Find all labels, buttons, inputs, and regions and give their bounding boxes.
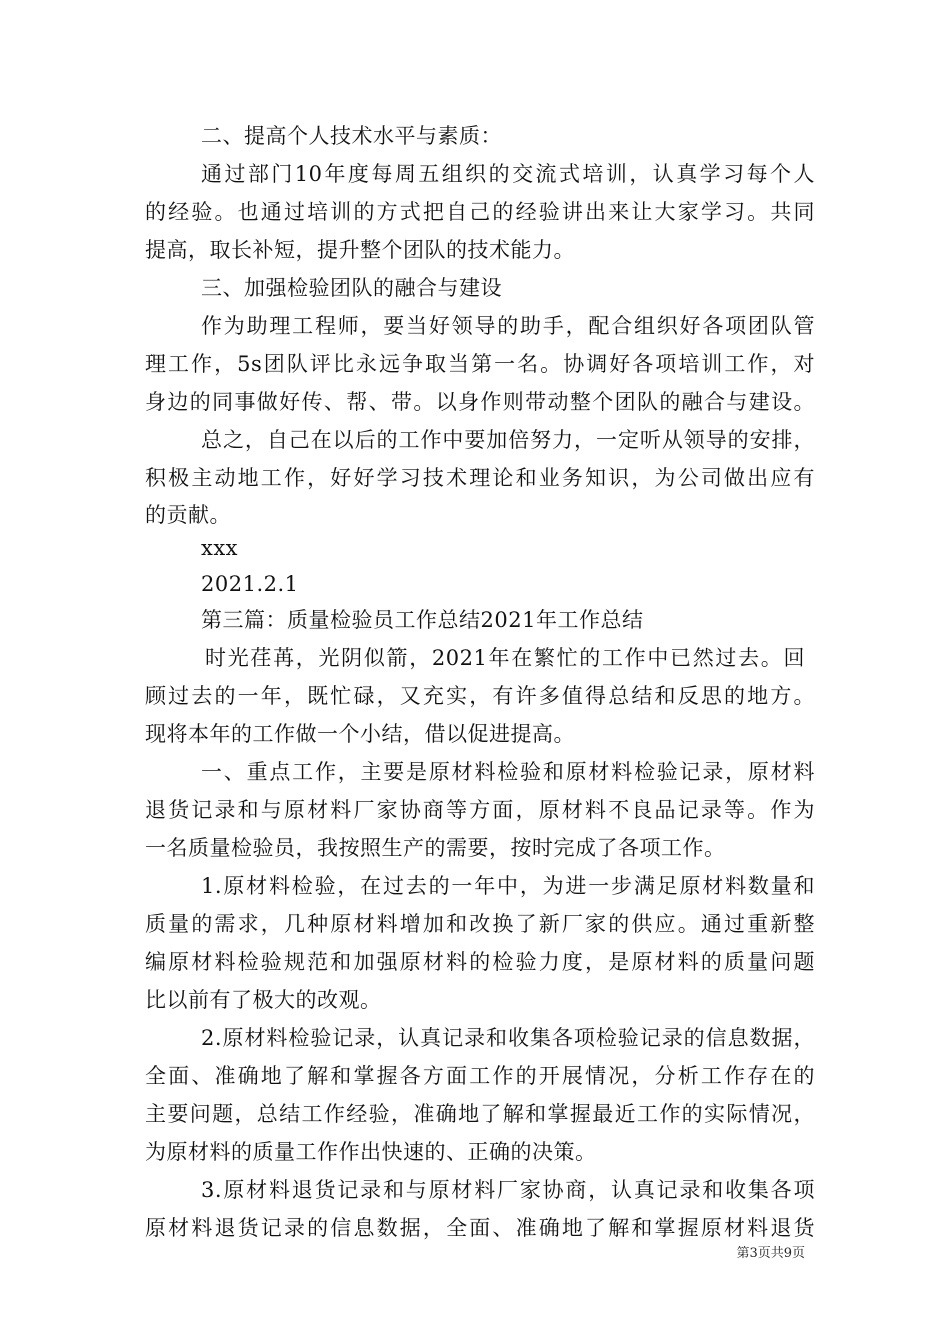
paragraph-line: 全面、准确地了解和掌握各方面工作的开展情况，分析工作存在的 (145, 1064, 815, 1088)
section-title: 第三篇：质量检验员工作总结2021年工作总结 (201, 608, 644, 632)
paragraph-line: 作为助理工程师，要当好领导的助手，配合组织好各项团队管 (201, 314, 815, 338)
paragraph-line: 3.原材料退货记录和与原材料厂家协商，认真记录和收集各项 (201, 1178, 815, 1202)
paragraph-line: 理工作，5s团队评比永远争取当第一名。协调好各项培训工作，对 (145, 352, 815, 376)
signature-name: xxx (201, 536, 239, 560)
paragraph-line: 2.原材料检验记录，认真记录和收集各项检验记录的信息数据， (201, 1026, 815, 1050)
paragraph-line: 比以前有了极大的改观。 (145, 988, 382, 1012)
paragraph-line: 退货记录和与原材料厂家协商等方面，原材料不良品记录等。作为 (145, 798, 815, 822)
paragraph-line: 时光荏苒，光阴似箭，2021年在繁忙的工作中已然过去。回 (205, 646, 805, 670)
paragraph-line: 一、重点工作，主要是原材料检验和原材料检验记录，原材料 (201, 760, 815, 784)
paragraph-line: 质量的需求，几种原材料增加和改换了新厂家的供应。通过重新整 (145, 912, 815, 936)
paragraph-line: 总之，自己在以后的工作中要加倍努力，一定听从领导的安排， (201, 428, 815, 452)
paragraph-line: 原材料退货记录的信息数据，全面、准确地了解和掌握原材料退货 (145, 1216, 815, 1240)
paragraph-line: 的贡献。 (145, 503, 231, 527)
paragraph-line: 提高，取长补短，提升整个团队的技术能力。 (145, 238, 575, 262)
paragraph-line: 顾过去的一年，既忙碌，又充实，有许多值得总结和反思的地方。 (145, 684, 815, 708)
paragraph-line: 通过部门10年度每周五组织的交流式培训，认真学习每个人 (201, 162, 815, 186)
paragraph-line: 积极主动地工作，好好学习技术理论和业务知识，为公司做出应有 (145, 466, 815, 490)
heading-improve-skills: 二、提高个人技术水平与素质： (201, 124, 502, 148)
signature-date: 2021.2.1 (201, 572, 299, 596)
paragraph-line: 的经验。也通过培训的方式把自己的经验讲出来让大家学习。共同 (145, 200, 815, 224)
paragraph-line: 为原材料的质量工作作出快速的、正确的决策。 (145, 1140, 597, 1164)
paragraph-line: 编原材料检验规范和加强原材料的检验力度，是原材料的质量问题 (145, 950, 815, 974)
paragraph-line: 一名质量检验员，我按照生产的需要，按时完成了各项工作。 (145, 836, 726, 860)
page-number: 第3页共9页 (736, 1246, 805, 1261)
paragraph-line: 身边的同事做好传、帮、带。以身作则带动整个团队的融合与建设。 (145, 390, 815, 414)
paragraph-line: 1.原材料检验，在过去的一年中，为进一步满足原材料数量和 (201, 874, 815, 898)
paragraph-line: 主要问题，总结工作经验，准确地了解和掌握最近工作的实际情况， (145, 1102, 815, 1126)
paragraph-line: 现将本年的工作做一个小结，借以促进提高。 (145, 722, 575, 746)
heading-team-building: 三、加强检验团队的融合与建设 (201, 276, 502, 300)
